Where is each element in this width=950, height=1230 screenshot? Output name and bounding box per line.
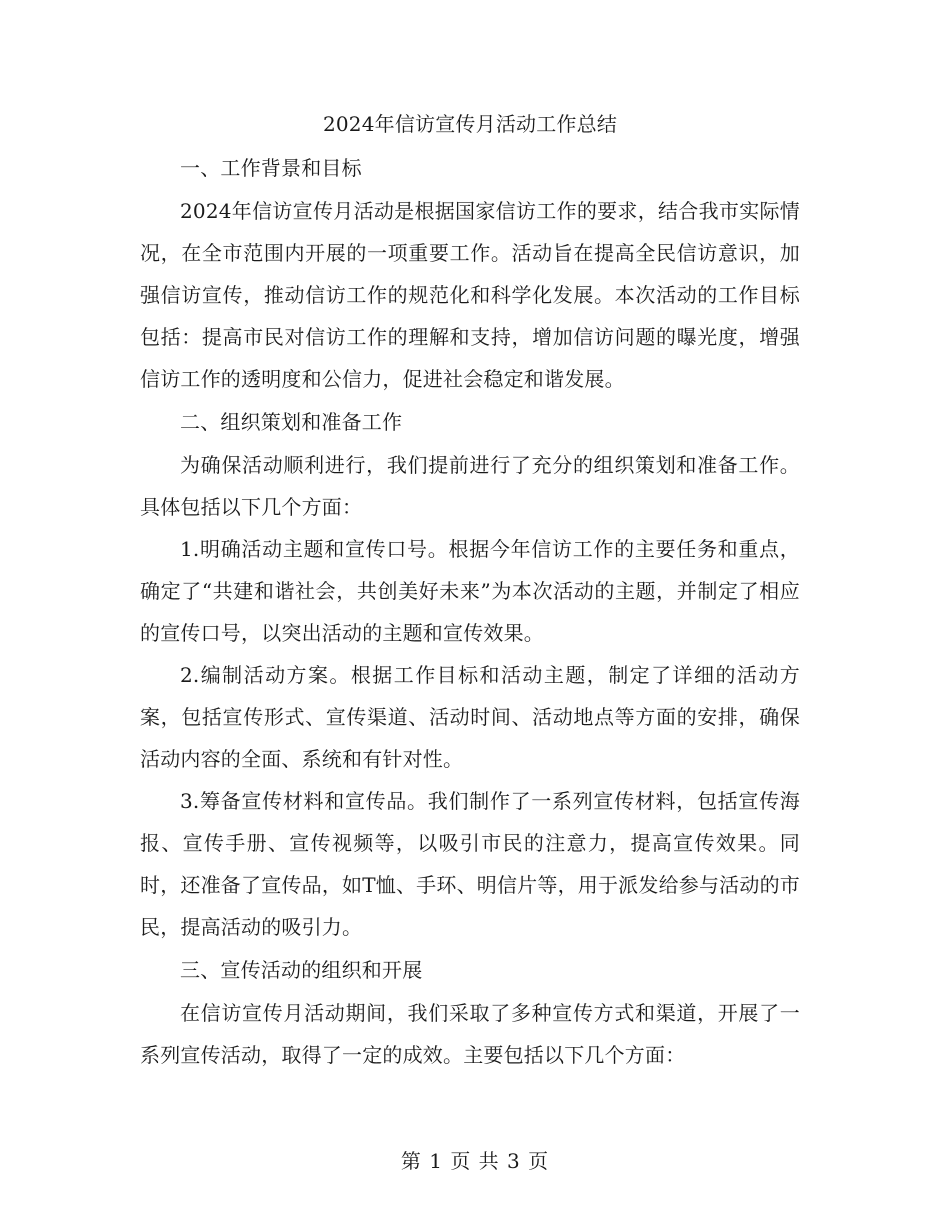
paragraph: 3.筹备宣传材料和宣传品。我们制作了一系列宣传材料，包括宣传海报、宣传手册、宣传视频等，以吸引市民的注意力，提高宣传效果。同时，还准备了宣传品，如T恤、手环、明信片等，用于派发给参与活动的市民，提高活动的吸引力。 (140, 789, 800, 939)
document-body (140, 102, 800, 1076)
section-background (140, 146, 800, 400)
page-footer: 第 1 页 共 3 页 (400, 1149, 550, 1173)
paragraph: 2024年信访宣传月活动是根据国家信访工作的要求，结合我市实际情况，在全市范围内开展的一项重要工作。活动旨在提高全民信访意识，加强信访宣传，推动信访工作的规范化和科学化发展。本次活动的工作目标包括：提高市民对信访工作的理解和支持，增加信访问题的曝光度，增强信访工作的透明度和公信力，促进社会稳定和谐发展。 (140, 199, 800, 391)
paragraph: 1.明确活动主题和宣传口号。根据今年信访工作的主要任务和重点，确定了“共建和谐社会，共创美好未来”为本次活动的主题，并制定了相应的宣传口号，以突出活动的主题和宣传效果。 (140, 537, 800, 645)
section-planning (140, 400, 800, 948)
paragraph: 2.编制活动方案。根据工作目标和活动主题，制定了详细的活动方案，包括宣传形式、宣传渠道、活动时间、活动地点等方面的安排，确保活动内容的全面、系统和有针对性。 (140, 663, 800, 771)
document-title: 2024年信访宣传月活动工作总结 (322, 112, 618, 136)
paragraph: 为确保活动顺利进行，我们提前进行了充分的组织策划和准备工作。具体包括以下几个方面： (140, 453, 800, 519)
section-heading: 三、宣传活动的组织和开展 (180, 958, 423, 982)
section-activities (140, 948, 800, 1076)
section-heading: 二、组织策划和准备工作 (180, 410, 403, 434)
section-heading: 一、工作背景和目标 (180, 156, 362, 180)
paragraph: 在信访宣传月活动期间，我们采取了多种宣传方式和渠道，开展了一系列宣传活动，取得了一定的成效。主要包括以下几个方面： (140, 1001, 800, 1067)
